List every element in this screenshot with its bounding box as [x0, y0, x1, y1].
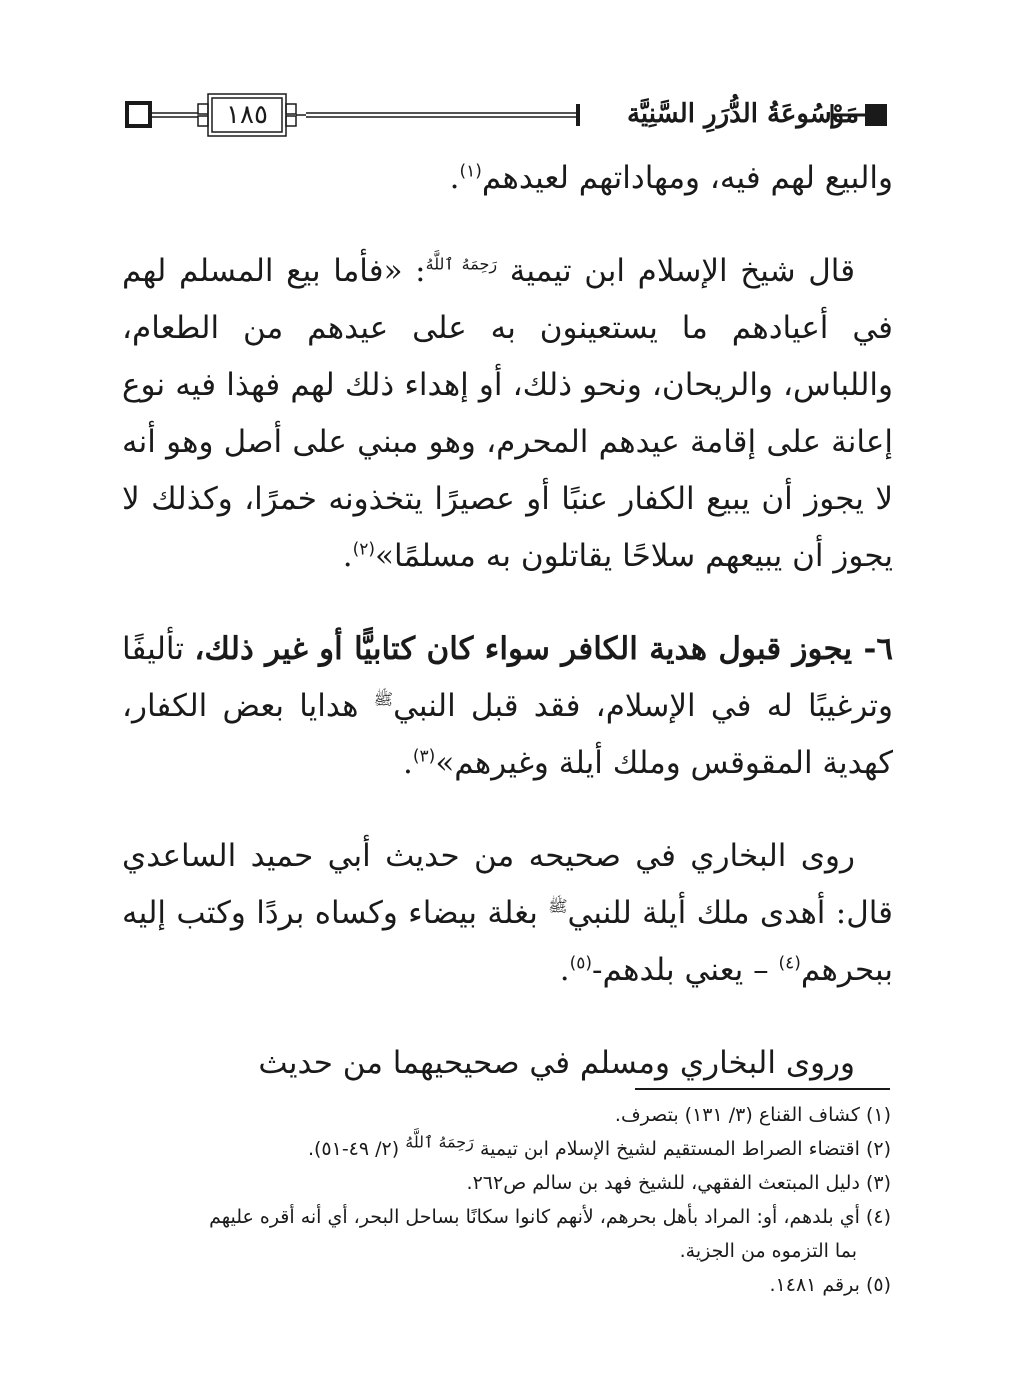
paragraph-4-text-a: روى البخاري في صحيحه من حديث أبي حميد الساعدي قال: أهدى ملك أيلة للنبي: [122, 838, 893, 931]
series-title: مَوْسُوعَةُ الدُّرَرِ السَّنِيَّة: [626, 99, 859, 129]
footnote-2: [122, 1132, 891, 1166]
footnote-ref-1: (١): [459, 161, 482, 182]
paragraph-4-text-b: بغلة بيضاء وكساه بردًا وكتب إليه ببحرهم: [122, 895, 893, 988]
paragraph-4-end: .: [559, 952, 570, 988]
footnote-4: [122, 1200, 891, 1268]
footnote-5: (٥) برقم ١٤٨١.: [769, 1274, 891, 1296]
paragraph-5: [122, 1035, 893, 1092]
footnote-ref-3: (٣): [412, 746, 436, 767]
main-text: [122, 150, 893, 1092]
rule-heading: ٦- يجوز قبول هدية الكافر سواء كان كتابيًّا أو غير ذلك،: [194, 631, 893, 667]
footnote-3: (٣) دليل المبتعث الفقهي، للشيخ فهد بن سالم ص٢٦٢.: [466, 1172, 891, 1194]
footnote-4-line-2: بما التزموه من الجزية.: [679, 1240, 857, 1262]
paragraph-2-end: .: [342, 538, 353, 574]
footnote-2-pages: (٢/ ٤٩-٥١).: [307, 1138, 400, 1160]
paragraph-4: [122, 828, 893, 999]
honorific-pbuh: ﷺ: [373, 689, 394, 709]
paragraph-2-intro: قال شيخ الإسلام ابن تيمية: [509, 253, 856, 289]
paragraph-1: [122, 150, 893, 207]
paragraph-4-text-c: – يعني بلدهم-: [592, 952, 769, 988]
paragraph-3-text-b: هدايا بعض الكفار، كهدية المقوقس وملك أيلة وغيرهم»: [122, 688, 893, 781]
footnote-2-text: (٢) اقتضاء الصراط المستقيم لشيخ الإسلام ابن تيمية: [479, 1138, 891, 1160]
page-number: ١٨٥: [226, 100, 268, 130]
page-header: [120, 90, 895, 142]
footnote-separator: [635, 1088, 890, 1090]
paragraph-2-quote: : «فأما بيع المسلم لهم في أعيادهم ما يستعينون به على عيدهم من الطعام، واللباس، والريحان، ونحو ذلك، أو إهداء ذلك لهم فهذا فيه نوع إعانة على إقامة عيدهم المحرم، وهو مبني على أصل وهو أنه لا يجوز أن يبيع الكفار عنبًا أو عصيرًا يتخذونه خمرًا، وكذلك لا يجوز أن يبيعهم سلاحًا يقاتلون به مسلمًا»: [122, 253, 893, 574]
paragraph-2: [122, 243, 893, 585]
honorific-pbuh: ﷺ: [548, 896, 568, 916]
footnote-ref-5: (٥): [569, 953, 593, 974]
paragraph-3-end: .: [403, 745, 413, 781]
footnote-ref-2: (٢): [352, 539, 376, 560]
paragraph-1-text: والبيع لهم فيه، ومهاداتهم لعيدهم: [481, 160, 893, 196]
footnote-ref-4: (٤): [778, 953, 801, 974]
paragraph-3-text-a: تأليفًا وترغيبًا له في الإسلام، فقد قبل النبي: [122, 631, 894, 724]
paragraph-1-end: .: [449, 160, 460, 196]
footnotes: [122, 1098, 891, 1302]
paragraph-3: [122, 621, 893, 792]
paragraph-5-text: وروى البخاري ومسلم في صحيحيهما من حديث: [258, 1045, 855, 1081]
honorific-rahimahullah: رَحِمَهُ ٱللَّهُ: [405, 1132, 474, 1152]
honorific-rahimahullah: رَحِمَهُ ٱللَّهُ: [425, 254, 498, 274]
footnote-4-line-1: (٤) أي بلدهم، أو: المراد بأهل بحرهم، لأنهم كانوا سكانًا بساحل البحر، أي أنه أقره عليهم: [209, 1206, 891, 1228]
footnote-1: (١) كشاف القناع (٣/ ١٣١) بتصرف.: [614, 1104, 891, 1126]
